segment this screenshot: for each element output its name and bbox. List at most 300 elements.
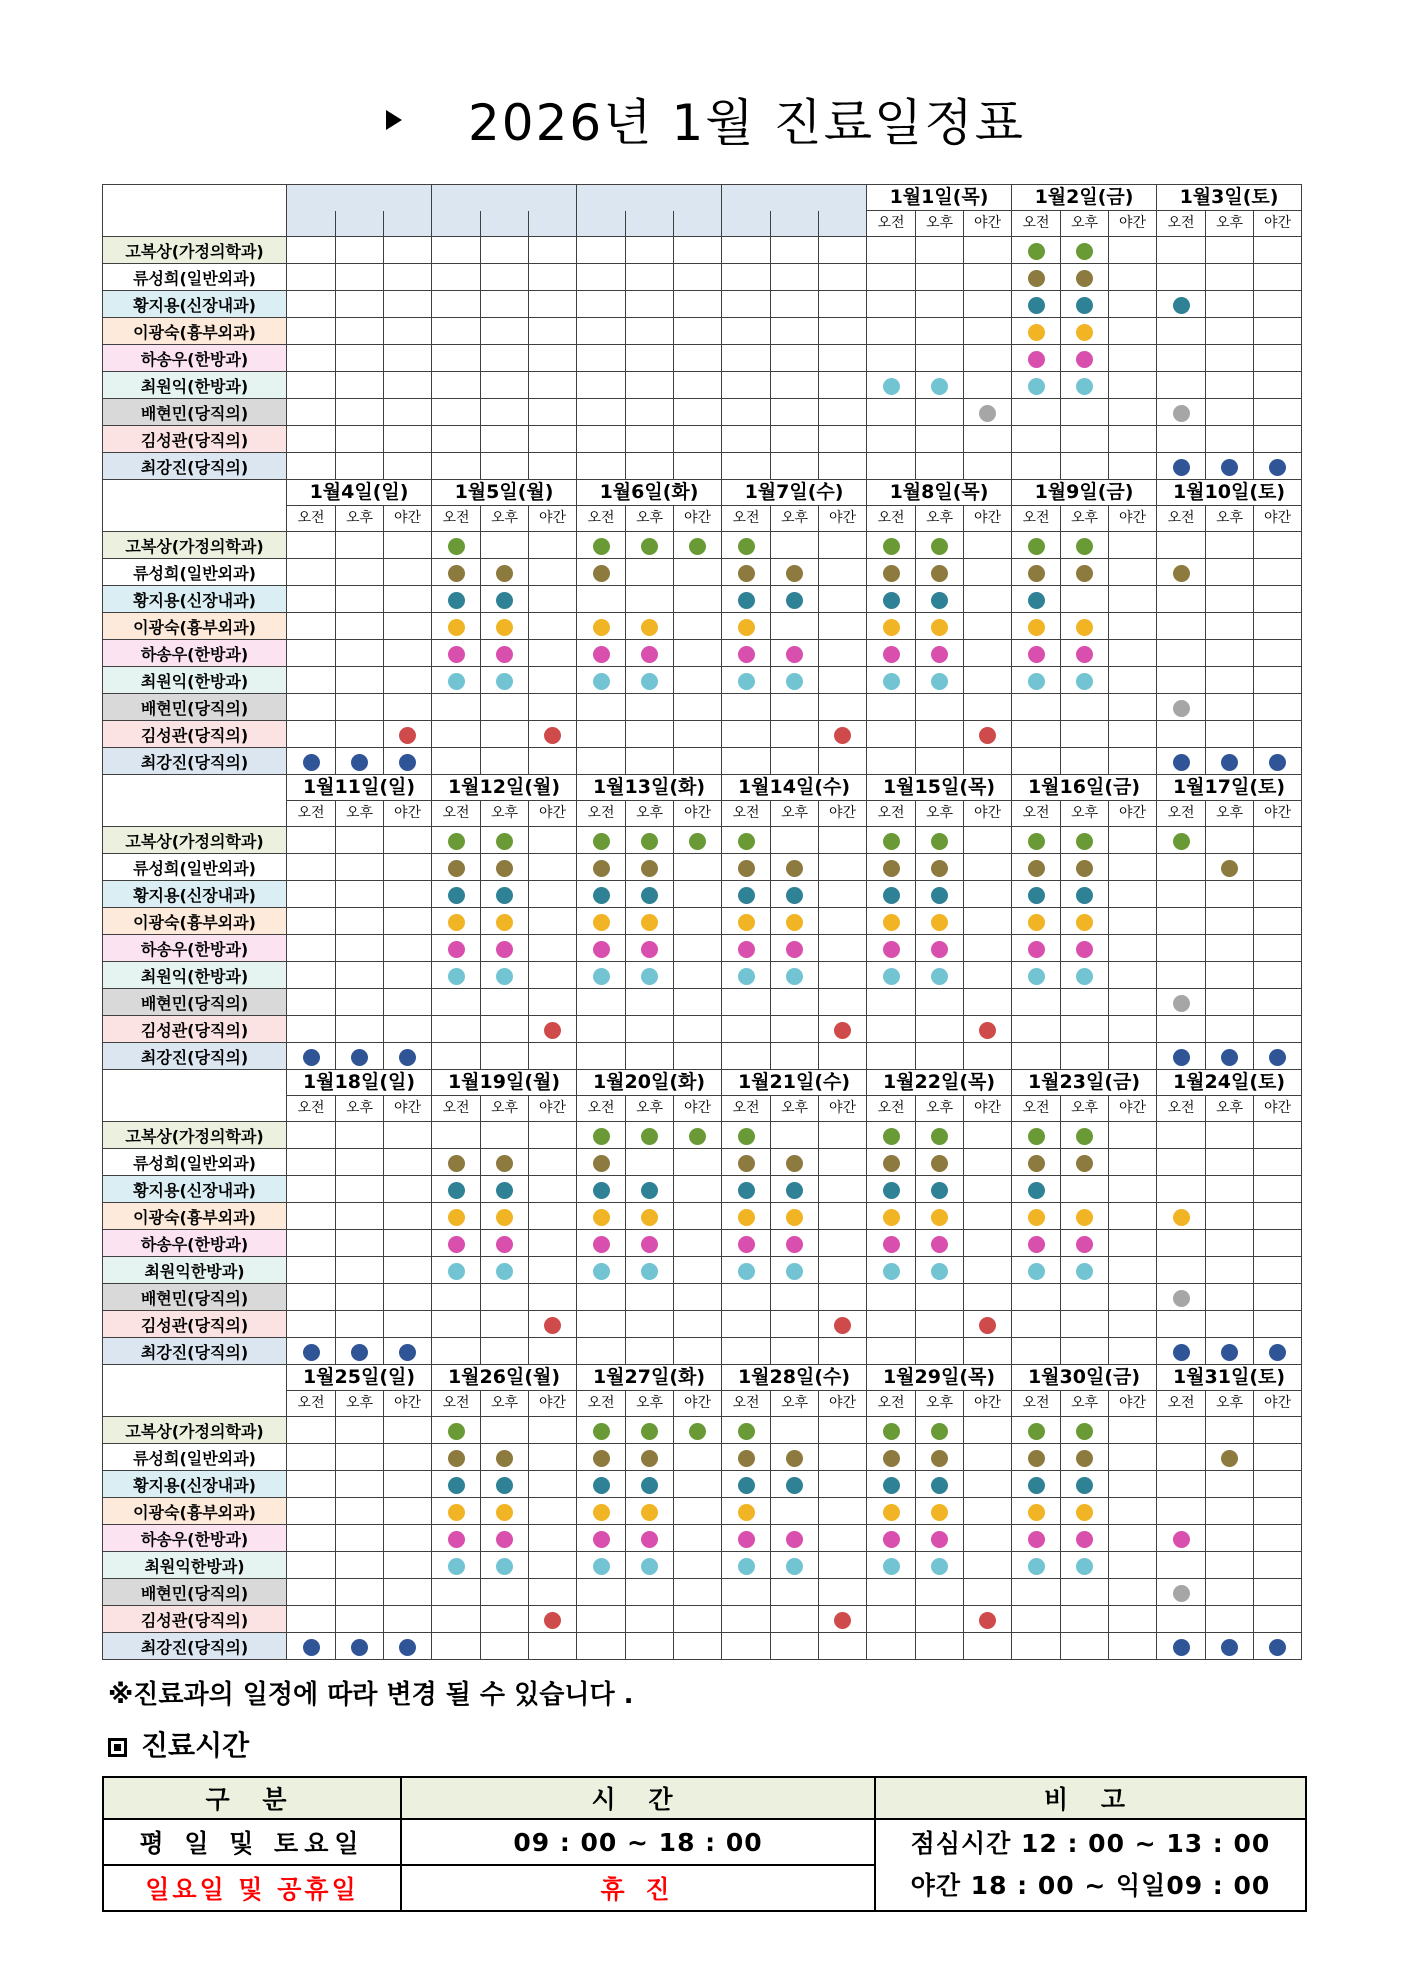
slot-header [674,211,722,237]
schedule-cell [916,721,964,748]
doctor-row [103,291,1302,318]
on-duty-dot-icon [883,1263,900,1280]
schedule-cell [964,1203,1012,1230]
schedule-cell [674,613,722,640]
schedule-cell [336,694,384,721]
schedule-cell [481,1552,529,1579]
schedule-cell [336,721,384,748]
schedule-cell [771,1176,819,1203]
on-duty-dot-icon [351,754,368,771]
on-duty-dot-icon [1173,1531,1190,1548]
schedule-cell [674,426,722,453]
schedule-cell [964,989,1012,1016]
on-duty-dot-icon [883,565,900,582]
on-duty-dot-icon [303,1639,320,1656]
day-header: 1월25일(일) [287,1365,432,1391]
schedule-cell [287,399,336,426]
on-duty-dot-icon [448,673,465,690]
slot-header: 야간 [1109,801,1157,827]
doctor-row [103,264,1302,291]
schedule-cell [1109,1016,1157,1043]
schedule-cell [384,345,432,372]
schedule-cell [336,962,384,989]
day-header: 1월4일(일) [287,480,432,506]
on-duty-dot-icon [931,1263,948,1280]
schedule-cell [336,1338,384,1365]
schedule-cell [819,748,867,775]
schedule-cell [1061,586,1109,613]
schedule-cell [287,721,336,748]
doctor-row [103,586,1302,613]
schedule-cell [384,532,432,559]
schedule-cell [674,1417,722,1444]
schedule-cell [819,559,867,586]
schedule-cell [916,1633,964,1660]
on-duty-dot-icon [1076,914,1093,931]
schedule-cell [626,1230,674,1257]
on-duty-dot-icon [1028,1209,1045,1226]
on-duty-dot-icon [1269,1049,1286,1066]
schedule-cell [577,1417,626,1444]
schedule-cell [577,1284,626,1311]
schedule-cell [1012,399,1061,426]
schedule-cell [964,1311,1012,1338]
slot-header: 오전 [432,1096,481,1122]
schedule-cell [481,1633,529,1660]
schedule-cell [577,1176,626,1203]
schedule-cell [1157,1338,1206,1365]
schedule-cell [577,1257,626,1284]
schedule-cell [626,318,674,345]
slot-header: 오전 [1012,211,1061,237]
schedule-cell [577,1230,626,1257]
schedule-cell [432,1579,481,1606]
on-duty-dot-icon [641,1128,658,1145]
doctor-row [103,1417,1302,1444]
schedule-cell [771,667,819,694]
schedule-cell [722,1606,771,1633]
on-duty-dot-icon [593,941,610,958]
on-duty-dot-icon [303,754,320,771]
schedule-cell [529,586,577,613]
schedule-cell [1206,1149,1254,1176]
on-duty-dot-icon [641,833,658,850]
schedule-cell [674,989,722,1016]
schedule-cell [722,1176,771,1203]
schedule-cell [1061,721,1109,748]
schedule-cell [432,1257,481,1284]
schedule-cell [481,532,529,559]
schedule-cell [771,426,819,453]
schedule-cell [722,426,771,453]
on-duty-dot-icon [593,968,610,985]
schedule-cell [1157,586,1206,613]
doctor-name: 김성관(당직의) [103,721,287,748]
slot-header: 오전 [867,1391,916,1417]
schedule-cell [1109,989,1157,1016]
schedule-cell [577,1149,626,1176]
on-duty-dot-icon [641,1182,658,1199]
schedule-cell [1061,1552,1109,1579]
schedule-cell [384,559,432,586]
doctor-name: 고복상(가정의학과) [103,1122,287,1149]
on-duty-dot-icon [786,914,803,931]
schedule-cell [287,1311,336,1338]
on-duty-dot-icon [496,1155,513,1172]
schedule-cell [1109,586,1157,613]
schedule-cell [867,748,916,775]
doctor-name: 고복상(가정의학과) [103,237,287,264]
on-duty-dot-icon [1028,968,1045,985]
schedule-cell [1061,854,1109,881]
schedule-cell [1061,237,1109,264]
on-duty-dot-icon [1173,1049,1190,1066]
schedule-cell [674,1338,722,1365]
schedule-cell [384,613,432,640]
schedule-cell [964,1579,1012,1606]
slot-header [771,211,819,237]
schedule-cell [819,426,867,453]
schedule-cell [1206,291,1254,318]
schedule-cell [964,1149,1012,1176]
schedule-cell [1109,318,1157,345]
slot-header: 야간 [674,1391,722,1417]
schedule-cell [867,291,916,318]
schedule-cell [1109,640,1157,667]
doctor-name: 하송우(한방과) [103,345,287,372]
doctor-name: 김성관(당직의) [103,1016,287,1043]
hours-header-category: 구 분 [103,1777,401,1819]
on-duty-dot-icon [738,1477,755,1494]
on-duty-dot-icon [1173,565,1190,582]
slot-header: 오전 [867,506,916,532]
on-duty-dot-icon [883,1128,900,1145]
schedule-cell [287,1338,336,1365]
schedule-cell [1109,854,1157,881]
schedule-cell [1254,1606,1302,1633]
schedule-cell [1109,453,1157,480]
on-duty-dot-icon [786,673,803,690]
slot-header: 야간 [674,801,722,827]
on-duty-dot-icon [1028,941,1045,958]
on-duty-dot-icon [593,1128,610,1145]
schedule-cell [674,291,722,318]
schedule-cell [674,1043,722,1070]
schedule-cell [674,1016,722,1043]
schedule-cell [771,613,819,640]
schedule-cell [674,586,722,613]
schedule-cell [384,1606,432,1633]
slot-header: 오후 [771,506,819,532]
schedule-cell [1061,613,1109,640]
schedule-cell [722,1552,771,1579]
schedule-cell [336,989,384,1016]
schedule-cell [287,1498,336,1525]
schedule-cell [481,935,529,962]
on-duty-dot-icon [979,727,996,744]
schedule-cell [432,962,481,989]
on-duty-dot-icon [1076,941,1093,958]
slot-header: 야간 [1109,506,1157,532]
day-header: 1월15일(목) [867,775,1012,801]
schedule-cell [674,264,722,291]
doctor-name: 최원익(한방과) [103,962,287,989]
schedule-cell [481,1498,529,1525]
schedule-cell [384,453,432,480]
on-duty-dot-icon [641,1236,658,1253]
section-heading [108,1728,249,1764]
schedule-cell [336,1444,384,1471]
on-duty-dot-icon [593,1558,610,1575]
schedule-cell [1254,613,1302,640]
schedule-cell [384,1016,432,1043]
slot-header: 오전 [722,1096,771,1122]
schedule-cell [867,640,916,667]
doctor-name: 이광숙(흉부외과) [103,318,287,345]
schedule-cell [432,426,481,453]
schedule-cell [432,1498,481,1525]
schedule-cell [626,1311,674,1338]
schedule-cell [964,1525,1012,1552]
on-duty-dot-icon [496,646,513,663]
on-duty-dot-icon [931,673,948,690]
schedule-cell [287,989,336,1016]
schedule-cell [1157,372,1206,399]
on-duty-dot-icon [399,754,416,771]
on-duty-dot-icon [593,538,610,555]
schedule-cell [819,1498,867,1525]
schedule-cell [916,453,964,480]
schedule-cell [1012,1203,1061,1230]
doctor-name: 배현민(당직의) [103,1284,287,1311]
schedule-cell [336,372,384,399]
schedule-cell [1157,1471,1206,1498]
schedule-cell [867,372,916,399]
schedule-cell [1012,854,1061,881]
on-duty-dot-icon [593,1263,610,1280]
schedule-cell [1206,586,1254,613]
square-bullet-icon [108,1738,127,1757]
schedule-cell [432,291,481,318]
schedule-cell [384,1257,432,1284]
schedule-cell [287,1257,336,1284]
on-duty-dot-icon [448,1423,465,1440]
slot-header: 오전 [577,506,626,532]
schedule-cell [674,1552,722,1579]
schedule-cell [336,1471,384,1498]
schedule-cell [722,667,771,694]
schedule-cell [916,345,964,372]
schedule-cell [674,908,722,935]
schedule-cell [674,1149,722,1176]
schedule-cell [964,854,1012,881]
schedule-cell [481,613,529,640]
hours-header-time: 시 간 [401,1777,875,1819]
schedule-cell [384,1338,432,1365]
schedule-cell [1061,1417,1109,1444]
on-duty-dot-icon [641,941,658,958]
schedule-cell [1157,237,1206,264]
doctor-name: 최강진(당직의) [103,1338,287,1365]
on-duty-dot-icon [1221,1639,1238,1656]
schedule-cell [1206,318,1254,345]
schedule-cell [287,1284,336,1311]
schedule-cell [577,559,626,586]
schedule-table [102,184,1302,1660]
schedule-cell [674,694,722,721]
schedule-cell [819,291,867,318]
schedule-cell [1109,345,1157,372]
schedule-cell [1109,748,1157,775]
on-duty-dot-icon [593,1504,610,1521]
on-duty-dot-icon [593,1155,610,1172]
on-duty-dot-icon [1076,1209,1093,1226]
schedule-cell [916,1338,964,1365]
slot-header: 오후 [1061,506,1109,532]
remarks-cell [875,1819,1306,1911]
slot-header: 오전 [1157,1391,1206,1417]
doctor-name: 황지용(신장내과) [103,1471,287,1498]
schedule-cell [529,372,577,399]
schedule-cell [432,1230,481,1257]
schedule-cell [481,1230,529,1257]
on-duty-dot-icon [834,1317,851,1334]
doctor-name: 이광숙(흉부외과) [103,1203,287,1230]
schedule-cell [432,1311,481,1338]
on-duty-dot-icon [1076,378,1093,395]
on-duty-dot-icon [448,914,465,931]
schedule-cell [1109,372,1157,399]
on-duty-dot-icon [834,1612,851,1629]
schedule-cell [1157,1230,1206,1257]
on-duty-dot-icon [786,941,803,958]
on-duty-dot-icon [883,1209,900,1226]
on-duty-dot-icon [786,646,803,663]
schedule-cell [384,1552,432,1579]
slot-header [577,211,626,237]
schedule-cell [819,962,867,989]
schedule-cell [577,667,626,694]
slot-header: 야간 [674,506,722,532]
slot-header: 오후 [1206,1391,1254,1417]
schedule-cell [1157,935,1206,962]
schedule-cell [1206,1203,1254,1230]
doctor-name: 류성희(일반외과) [103,1444,287,1471]
day-header: 1월16일(금) [1012,775,1157,801]
day-header [287,185,432,211]
on-duty-dot-icon [399,1639,416,1656]
schedule-cell [1157,1176,1206,1203]
schedule-cell [964,1230,1012,1257]
schedule-cell [287,532,336,559]
schedule-cell [336,237,384,264]
schedule-cell [1109,721,1157,748]
schedule-cell [916,827,964,854]
slot-header: 오후 [1206,506,1254,532]
schedule-cell [529,613,577,640]
on-duty-dot-icon [738,1182,755,1199]
schedule-cell [1254,237,1302,264]
day-header: 1월30일(금) [1012,1365,1157,1391]
schedule-cell [529,908,577,935]
doctor-name: 류성희(일반외과) [103,1149,287,1176]
on-duty-dot-icon [1173,833,1190,850]
schedule-cell [964,881,1012,908]
on-duty-dot-icon [883,968,900,985]
slot-header: 야간 [819,1096,867,1122]
schedule-cell [1157,264,1206,291]
slot-header: 오후 [336,1391,384,1417]
schedule-cell [432,1284,481,1311]
schedule-cell [722,1417,771,1444]
schedule-cell [819,1579,867,1606]
on-duty-dot-icon [448,619,465,636]
schedule-cell [481,453,529,480]
schedule-cell [1254,532,1302,559]
slot-header: 오전 [867,1096,916,1122]
schedule-cell [722,264,771,291]
schedule-cell [722,1579,771,1606]
schedule-cell [867,1338,916,1365]
schedule-cell [1157,1122,1206,1149]
doctor-name: 배현민(당직의) [103,694,287,721]
schedule-cell [1109,694,1157,721]
on-duty-dot-icon [931,1236,948,1253]
doctor-row [103,989,1302,1016]
on-duty-dot-icon [883,914,900,931]
doctor-name: 이광숙(흉부외과) [103,1498,287,1525]
on-duty-dot-icon [786,887,803,904]
on-duty-dot-icon [1028,378,1045,395]
on-duty-dot-icon [883,860,900,877]
slot-header: 오전 [1012,506,1061,532]
schedule-cell [1061,1257,1109,1284]
on-duty-dot-icon [689,833,706,850]
schedule-cell [867,667,916,694]
on-duty-dot-icon [1028,619,1045,636]
doctor-row [103,399,1302,426]
schedule-cell [1254,1311,1302,1338]
schedule-cell [1157,1552,1206,1579]
on-duty-dot-icon [1076,860,1093,877]
schedule-cell [1206,1284,1254,1311]
schedule-cell [674,345,722,372]
schedule-cell [722,291,771,318]
on-duty-dot-icon [979,1022,996,1039]
on-duty-dot-icon [1173,754,1190,771]
schedule-cell [626,1633,674,1660]
schedule-cell [529,345,577,372]
schedule-cell [481,881,529,908]
schedule-cell [1206,1633,1254,1660]
schedule-cell [1254,1122,1302,1149]
schedule-cell [1061,935,1109,962]
schedule-cell [867,1525,916,1552]
on-duty-dot-icon [979,405,996,422]
schedule-cell [674,1633,722,1660]
schedule-cell [1157,399,1206,426]
schedule-cell [674,640,722,667]
on-duty-dot-icon [544,727,561,744]
schedule-cell [1012,1043,1061,1070]
schedule-cell [1109,1311,1157,1338]
schedule-cell [1012,640,1061,667]
schedule-cell [722,854,771,881]
schedule-cell [1061,1203,1109,1230]
on-duty-dot-icon [786,1182,803,1199]
schedule-cell [577,962,626,989]
schedule-cell [529,559,577,586]
